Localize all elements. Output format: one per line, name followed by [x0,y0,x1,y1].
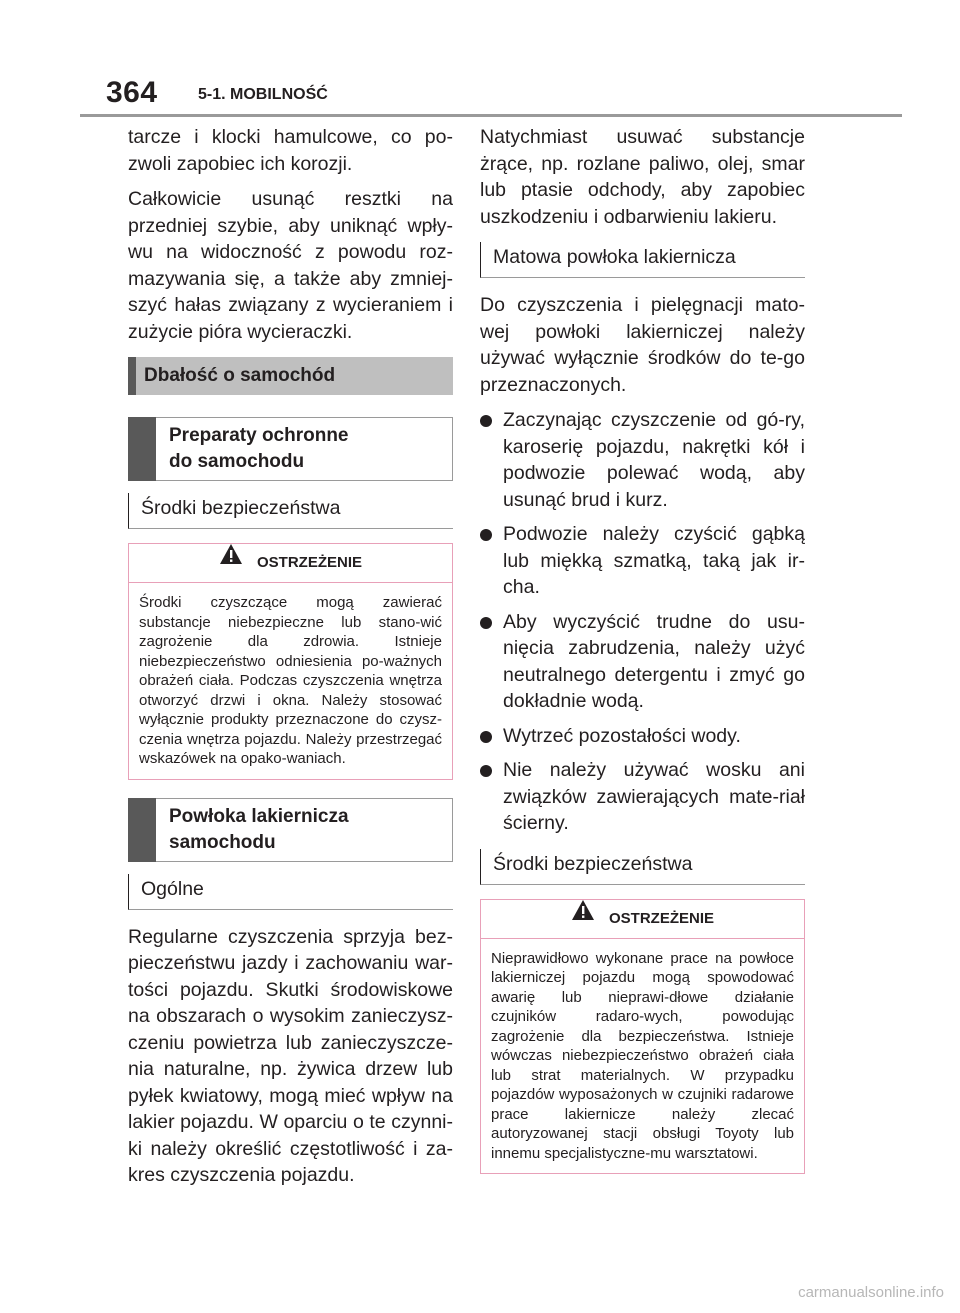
paragraph: Całkowicie usunąć resztki na przedniej szybie, aby uniknąć wpły-wu na widoczność z powodu roz-mazywania się, a także aby zmniej-szyć hałas związany z wycieraniem i zużycie pióra wycieraczki. [128,188,453,343]
list-item [480,757,805,837]
topic-heading: Środki bezpieczeństwa [480,849,805,885]
warning-header [129,544,452,583]
right-column [480,124,805,1192]
bullet-dot-icon [480,765,492,777]
list-item [480,521,805,601]
warning-text: Środki czyszczące mogą zawierać substancje niebezpieczne lub stano-wić zagrożenie dla zdrowia. Istnieje niebezpieczeństwo odniesienia po-ważnych obrażeń ciała. Podczas czyszczenia wnętrza otworzyć drzwi i okna. Należy stosować wyłącznie produkty przeznaczone do czysz-czenia wnętrza pojazdu. Należy przestrzegać wskazówek na opako-waniach. [139,594,442,767]
page-header [0,0,960,120]
warning-box [480,899,805,1175]
bullet-dot-icon [480,731,492,743]
list-item-text: Wytrzeć pozostałości wody. [503,724,741,747]
watermark: carmanualsonline.info [798,1284,944,1301]
chapter-title: 5-1. MOBILNOŚĆ [198,86,328,103]
paragraph: tarcze i klocki hamulcowe, co po-zwoli zapobiec ich korozji. [128,126,453,175]
warning-triangle-icon [219,542,243,580]
bullet-dot-icon [480,617,492,629]
list-item-text: Nie należy używać wosku ani związków zawierających mate-riał ścierny. [503,759,805,834]
warning-box [128,543,453,780]
bullet-dot-icon [480,415,492,427]
bullet-list [480,407,805,837]
topic-heading: Matowa powłoka lakiernicza [480,242,805,278]
subsection-heading [128,417,453,481]
list-item [480,609,805,715]
topic-heading: Ogólne [128,874,453,910]
warning-header [481,900,804,939]
subsection-heading [128,798,453,862]
section-heading: Dbałość o samochód [128,357,453,395]
bullet-dot-icon [480,529,492,541]
paragraph: Regularne czyszczenia sprzyja bez-pieczeństwu jazdy i zachowaniu war-tości pojazdu. Skutki środowiskowe na obszarach o wysokim zanieczysz-czeniu powietrza lub zanieczyszcze-nia naturalne, np. żywica drzew lub pyłek kwiatowy, mogą mieć wpływ na lakier pojazdu. W oparciu o te czynni-ki należy określić częstotliwość i za-kres czyszczenia pojazdu. [128,925,453,1186]
warning-triangle-icon [571,898,595,936]
header-rule [80,114,902,117]
warning-title: OSTRZEŻENIE [256,554,362,571]
subsection-heading-line: Preparaty ochronne [169,425,349,446]
subsection-heading-line: do samochodu [169,451,305,472]
subsection-heading-line: Powłoka lakiernicza [169,805,349,827]
page-number: 364 [106,76,158,109]
list-item [480,407,805,513]
paragraph: Do czyszczenia i pielęgnacji mato-wej powłoki lakierniczej należy używać wyłącznie środków do te-go przeznaczonych. [480,294,805,396]
list-item-text: Zaczynając czyszczenie od gó-ry, karoserię pojazdu, nakrętki kół i podwozie polewać wodą, aby usunąć brud i kurz. [503,409,805,511]
paragraph: Natychmiast usuwać substancje żrące, np. rozlane paliwo, olej, smar lub ptasie odchody, aby zapobiec uszkodzeniu i odbarwieniu lakieru. [480,126,805,228]
warning-title: OSTRZEŻENIE [608,909,714,927]
list-item-text: Podwozie należy czyścić gąbką lub miękką szmatką, taką jak ir-cha. [503,523,805,598]
list-item-text: Aby wyczyścić trudne do usu-nięcia zabrudzenia, należy użyć neutralnego detergentu i zmyć go dokładnie wodą. [503,610,805,712]
subsection-heading-line: samochodu [169,831,276,853]
warning-text: Nieprawidłowo wykonane prace na powłoce lakierniczej pojazdu mogą spowodować awarię lub nieprawi-dłowe działanie czujników radaro-wych, powodując zagrożenie dla bezpieczeństwa. Istnieje wówczas niebezpieczeństwo obrażeń ciała lub strat materialnych. W przypadku pojazdów wyposażonych w czujniki radarowe prace lakiernicze należy zlecać autoryzowanej stacji obsługi Toyoty lub innemu specjalistyczne-mu warsztatowi. [491,949,794,1162]
left-column [128,124,453,1198]
list-item [480,723,805,750]
topic-heading: Środki bezpieczeństwa [128,493,453,529]
